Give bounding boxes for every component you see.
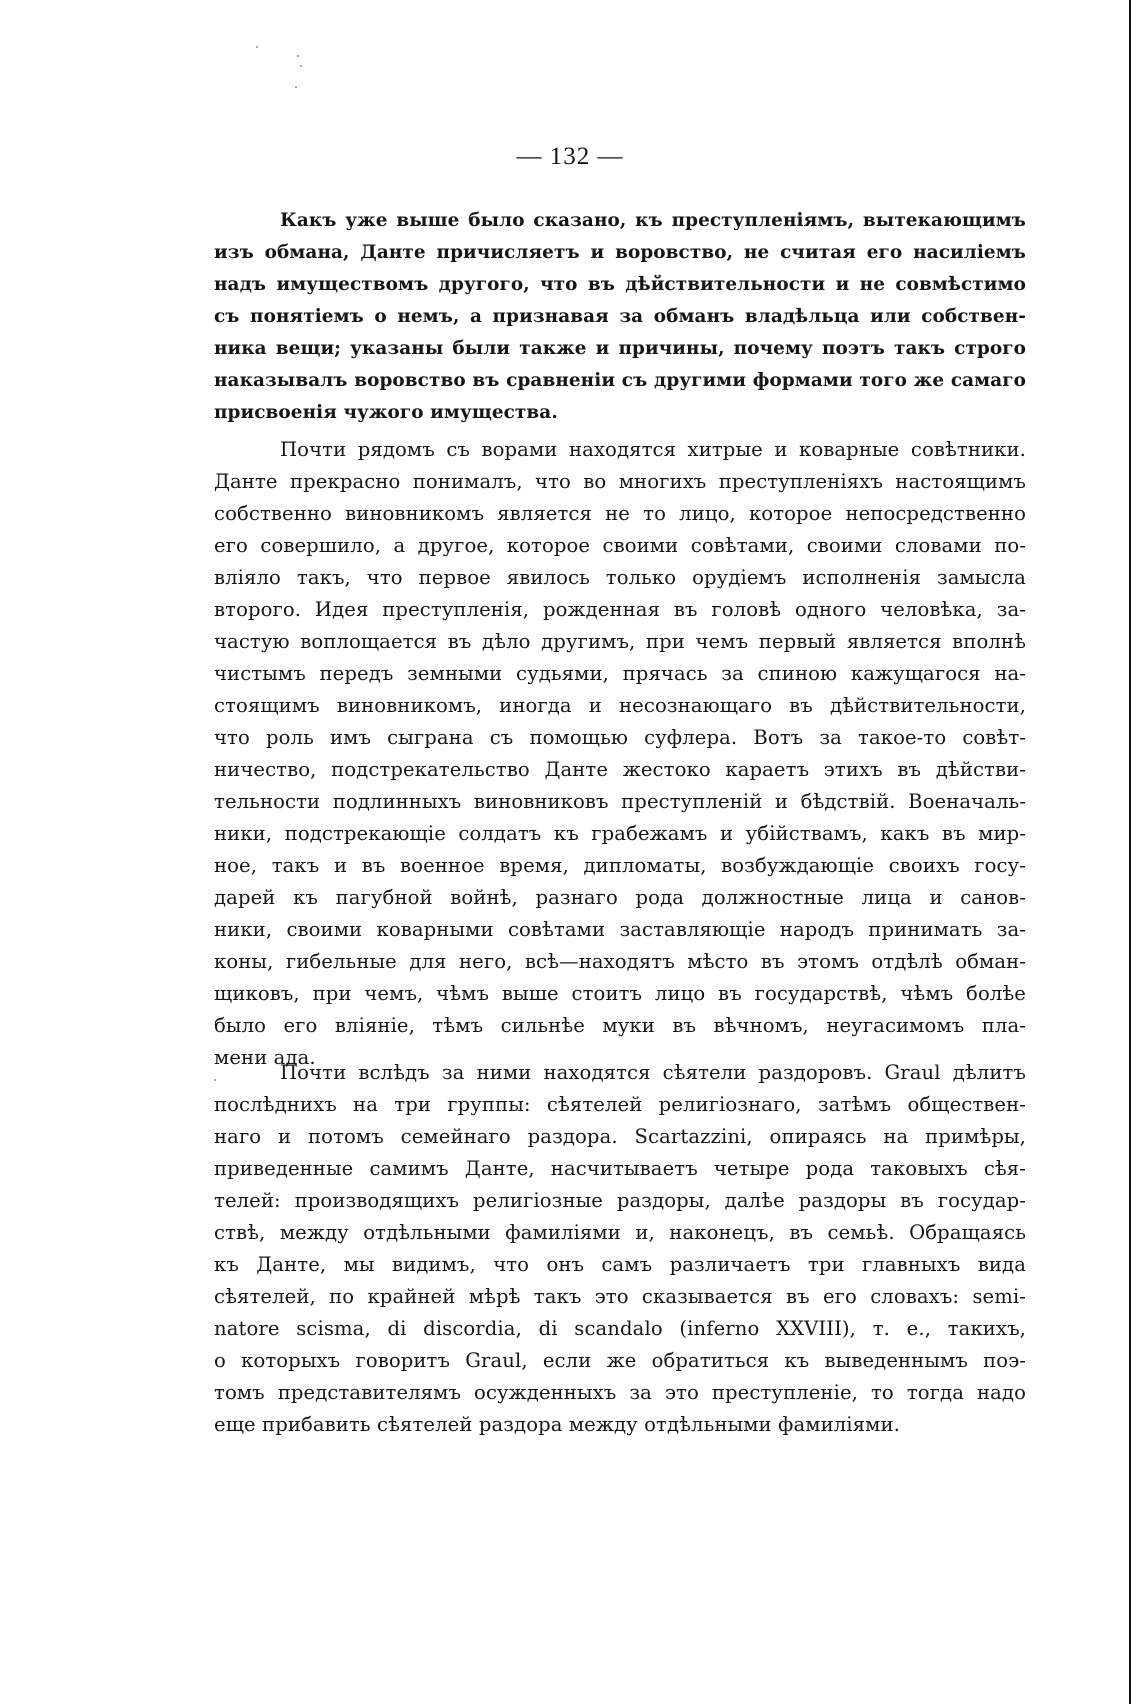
paragraph-1 (214, 205, 1026, 429)
text-line: наго и потомъ семейнаго раздора. Scartazzini, опираясь на примѣры, (214, 1125, 1026, 1148)
paragraph-3 (214, 1057, 1026, 1441)
text-line: стоящимъ виновникомъ, иногда и несознающаго въ дѣйствительности, (214, 694, 1026, 717)
text-line: томъ представителямъ осужденныхъ за это преступленіе, то тогда надо (214, 1381, 1026, 1404)
text-line: присвоенія чужого имущества. (214, 402, 558, 423)
text-line: частую воплощается въ дѣло другимъ, при чемъ первый является вполнѣ (214, 630, 1026, 653)
text-line: сѣятелей, по крайней мѣрѣ такъ это сказывается въ его словахъ: semi- (214, 1285, 1026, 1308)
text-line: дарей къ пагубной войнѣ, разнаго рода должностные лица и санов- (214, 886, 1026, 909)
scan-speck (297, 55, 299, 57)
text-line: о которыхъ говоритъ Graul, если же обратиться къ выведеннымъ поэ- (214, 1349, 1026, 1372)
text-line: Какъ уже выше было сказано, къ преступленіямъ, вытекающимъ (280, 210, 1026, 231)
text-line: ное, такъ и въ военное время, дипломаты, возбуждающіе своихъ госу- (214, 854, 1026, 877)
text-line: Почти вслѣдъ за ними находятся сѣятели раздоровъ. Graul дѣлитъ (280, 1061, 1026, 1084)
text-line: приведенные самимъ Данте, насчитываетъ четыре рода таковыхъ сѣя- (214, 1157, 1026, 1180)
text-line: natore scisma, di discordia, di scandalo (inferno XXVIII), т. е., такихъ, (214, 1317, 1026, 1340)
text-line: ничество, подстрекательство Данте жестоко караетъ этихъ въ дѣйстви- (214, 758, 1026, 781)
text-line: было его вліяніе, тѣмъ сильнѣе муки въ вѣчномъ, неугасимомъ пла- (214, 1014, 1026, 1037)
text-line: ника вещи; указаны были также и причины, почему поэтъ такъ строго (214, 338, 1026, 359)
text-line: его совершило, а другое, которое своими совѣтами, своими словами по- (214, 534, 1026, 557)
text-line: послѣднихъ на три группы: сѣятелей религіознаго, затѣмъ обществен- (214, 1093, 1026, 1116)
scan-speck (256, 46, 258, 48)
text-line: мени ада. (214, 1046, 316, 1069)
text-line: вліяло такъ, что первое явилось только орудіемъ исполненія замысла (214, 566, 1026, 589)
text-line: коны, гибельные для него, всѣ—находятъ мѣсто въ этомъ отдѣлѣ обман- (214, 950, 1026, 973)
text-line: наказывалъ воровство въ сравненіи съ другими формами того же самаго (214, 370, 1026, 391)
text-line: еще прибавить сѣятелей раздора между отдѣльными фамиліями. (214, 1413, 900, 1436)
text-line: телей: производящихъ религіозные раздоры, далѣе раздоры въ государ- (214, 1189, 1026, 1212)
text-line: ники, подстрекающіе солдатъ къ грабежамъ и убійствамъ, какъ въ мир- (214, 822, 1026, 845)
text-line: что роль имъ сыграна съ помощью суфлера. Вотъ за такое-то совѣт- (214, 726, 1026, 749)
text-line: щиковъ, при чемъ, чѣмъ выше стоитъ лицо въ государствѣ, чѣмъ болѣе (214, 982, 1026, 1005)
text-line: Данте прекрасно понималъ, что во многихъ преступленіяхъ настоящимъ (214, 470, 1026, 493)
text-line: изъ обмана, Данте причисляетъ и воровство, не считая его насиліемъ (214, 242, 1026, 263)
paragraph-2 (214, 434, 1026, 1074)
page-number: — 132 — (516, 143, 624, 170)
text-line: тельности подлинныхъ виновниковъ преступленій и бѣдствій. Военачаль- (214, 790, 1026, 813)
text-line: собственно виновникомъ является не то лицо, которое непосредственно (214, 502, 1026, 525)
scan-speck (300, 65, 302, 67)
scan-speck (295, 86, 297, 88)
text-line: къ Данте, мы видимъ, что онъ самъ различаетъ три главныхъ вида (214, 1253, 1026, 1276)
text-line: второго. Идея преступленія, рожденная въ головѣ одного человѣка, за- (214, 598, 1026, 621)
text-line: ствѣ, между отдѣльными фамиліями и, наконецъ, въ семьѣ. Обращаясь (214, 1221, 1026, 1244)
text-line: ники, своими коварными совѣтами заставляющіе народъ принимать за- (214, 918, 1026, 941)
text-line: Почти рядомъ съ ворами находятся хитрые и коварные совѣтники. (280, 438, 1026, 461)
text-line: съ понятіемъ о немъ, а признавая за обманъ владѣльца или собствен- (214, 306, 1026, 327)
text-line: надъ имуществомъ другого, что въ дѣйствительности и не совмѣстимо (214, 274, 1026, 295)
binding-edge-line (1129, 0, 1131, 1704)
text-line: чистымъ передъ земными судьями, прячась за спиною кажущагося на- (214, 662, 1026, 685)
